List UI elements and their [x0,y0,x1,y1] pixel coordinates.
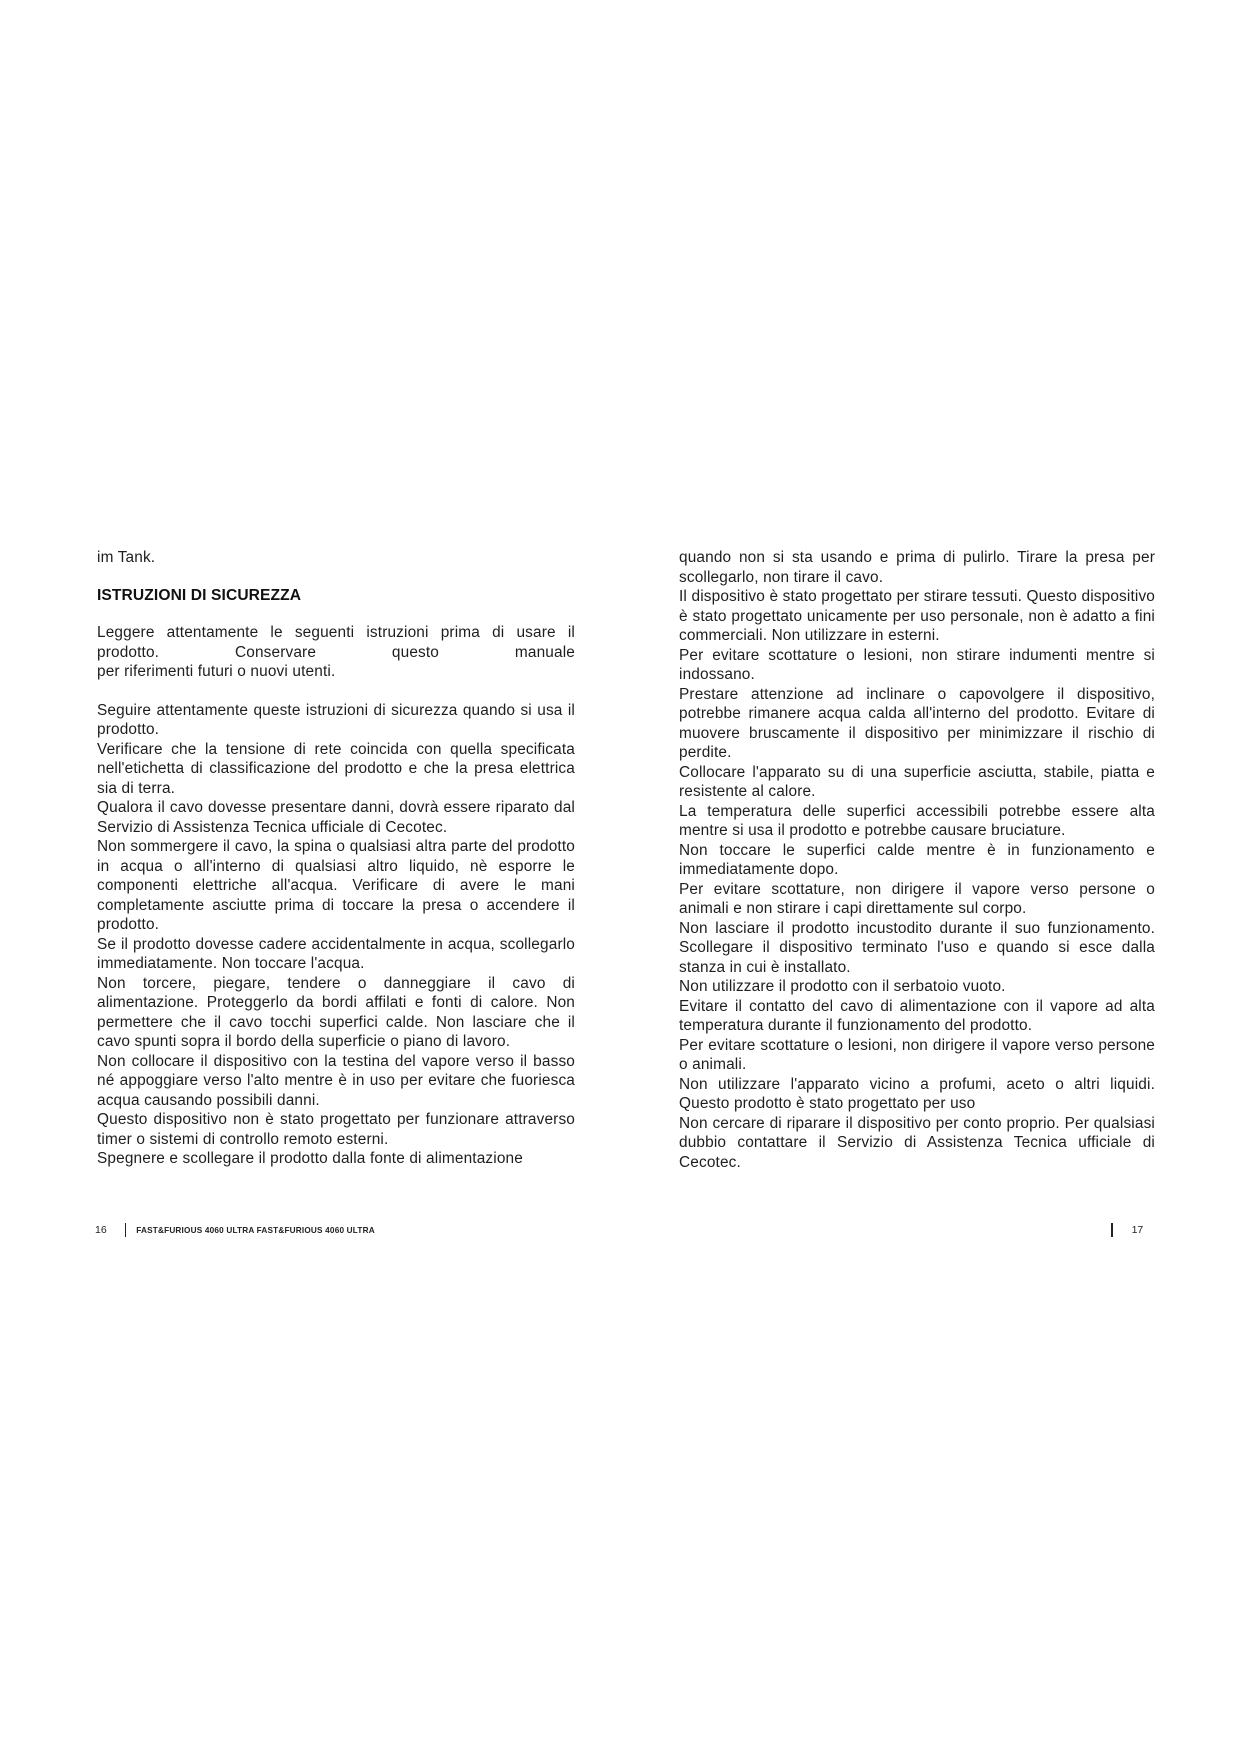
paragraph: Non utilizzare l'apparato vicino a profumi, aceto o altri liquidi. Questo prodotto è stato progettato per uso [679,1075,1155,1112]
section-heading: ISTRUZIONI DI SICUREZZA [97,586,302,604]
footer-divider [125,1223,127,1237]
right-page-column [679,548,1155,1172]
right-page-footer [1111,1223,1143,1237]
page-number: 17 [1131,1224,1144,1236]
footer-product-title: FAST&FURIOUS 4060 ULTRA FAST&FURIOUS 4060 ULTRA [136,1225,375,1235]
intro-line-1: Leggere attentamente le seguenti istruzioni prima di usare il [97,624,575,641]
paragraph: Spegnere e scollegare il prodotto dalla fonte di alimentazione [97,1150,523,1167]
footer-divider [1111,1223,1113,1237]
paragraph: Non toccare le superfici calde mentre è in funzionamento e immediatamente dopo. [679,841,1155,878]
page-number: 16 [95,1224,107,1236]
paragraph: Non torcere, piegare, tendere o danneggiare il cavo di alimentazione. Proteggerlo da bordi affilati e fonti di calore. Non permettere che il cavo tocchi superfici calde. Non lasciare che il cavo spunti sopra il bordo della superficie o piano di lavoro. [97,974,575,1050]
intro-line-3: per riferimenti futuri o nuovi utenti. [97,663,336,680]
paragraph: Non lasciare il prodotto incustodito durante il suo funzionamento. Scollegare il dispositivo terminato l'uso e quando si esce dalla stanza in cui è installato. [679,919,1155,976]
paragraph: Per evitare scottature, non dirigere il vapore verso persone o animali e non stirare i capi direttamente sul corpo. [679,880,1155,917]
paragraph: quando non si sta usando e prima di pulirlo. Tirare la presa per scollegarlo, non tirare il cavo. [679,549,1155,586]
paragraph: Per evitare scottature o lesioni, non dirigere il vapore verso persone o animali. [679,1036,1155,1073]
paragraph: Non cercare di riparare il dispositivo per conto proprio. Per qualsiasi dubbio contattare il Servizio di Assistenza Tecnica ufficiale di Cecotec. [679,1114,1155,1171]
paragraph: La temperatura delle superfici accessibili potrebbe essere alta mentre si usa il prodotto e potrebbe causare bruciature. [679,802,1155,839]
paragraph: Prestare attenzione ad inclinare o capovolgere il dispositivo, potrebbe rimanere acqua calda all'interno del prodotto. Evitare di muovere bruscamente il dispositivo per minimizzare il rischio di perdite. [679,685,1155,761]
paragraph: Questo dispositivo non è stato progettato per funzionare attraverso timer o sistemi di controllo remoto esterni. [97,1111,575,1148]
lead-line: im Tank. [97,549,156,566]
intro-line-2-end: Conservare questo manuale [234,643,575,661]
left-page-footer [95,1223,375,1237]
intro-line-2-start: prodotto. [97,643,160,661]
paragraph: Evitare il contatto del cavo di alimentazione con il vapore ad alta temperatura durante il funzionamento del prodotto. [679,997,1155,1034]
paragraph: Seguire attentamente queste istruzioni di sicurezza quando si usa il prodotto. [97,701,575,738]
paragraph: Qualora il cavo dovesse presentare danni, dovrà essere riparato dal Servizio di Assistenza Tecnica ufficiale di Cecotec. [97,799,575,836]
paragraph: Non utilizzare il prodotto con il serbatoio vuoto. [679,978,1006,995]
paragraph: Verificare che la tensione di rete coincida con quella specificata nell'etichetta di classificazione del prodotto e che la presa elettrica sia di terra. [97,740,575,797]
paragraph: Se il prodotto dovesse cadere accidentalmente in acqua, scollegarlo immediatamente. Non toccare l'acqua. [97,935,575,972]
paragraph: Non collocare il dispositivo con la testina del vapore verso il basso né appoggiare verso l'alto mentre è in uso per evitare che fuoriesca acqua causando possibili danni. [97,1052,575,1109]
intro-line-2 [97,643,575,663]
paragraph: Il dispositivo è stato progettato per stirare tessuti. Questo dispositivo è stato progettato unicamente per uso personale, non è adatto a fini commerciali. Non utilizzare in esterni. [679,588,1155,644]
intro-paragraph [97,623,575,682]
paragraph: Per evitare scottature o lesioni, non stirare indumenti mentre si indossano. [679,646,1155,683]
paragraph: Non sommergere il cavo, la spina o qualsiasi altra parte del prodotto in acqua o all'interno di qualsiasi altro liquido, nè esporre le componenti elettriche all'acqua. Verificare di avere le mani completamente asciutte prima di toccare la presa o accendere il prodotto. [97,838,575,933]
left-page-column [97,548,575,1169]
paragraph: Collocare l'apparato su di una superficie asciutta, stabile, piatta e resistente al calore. [679,763,1155,800]
